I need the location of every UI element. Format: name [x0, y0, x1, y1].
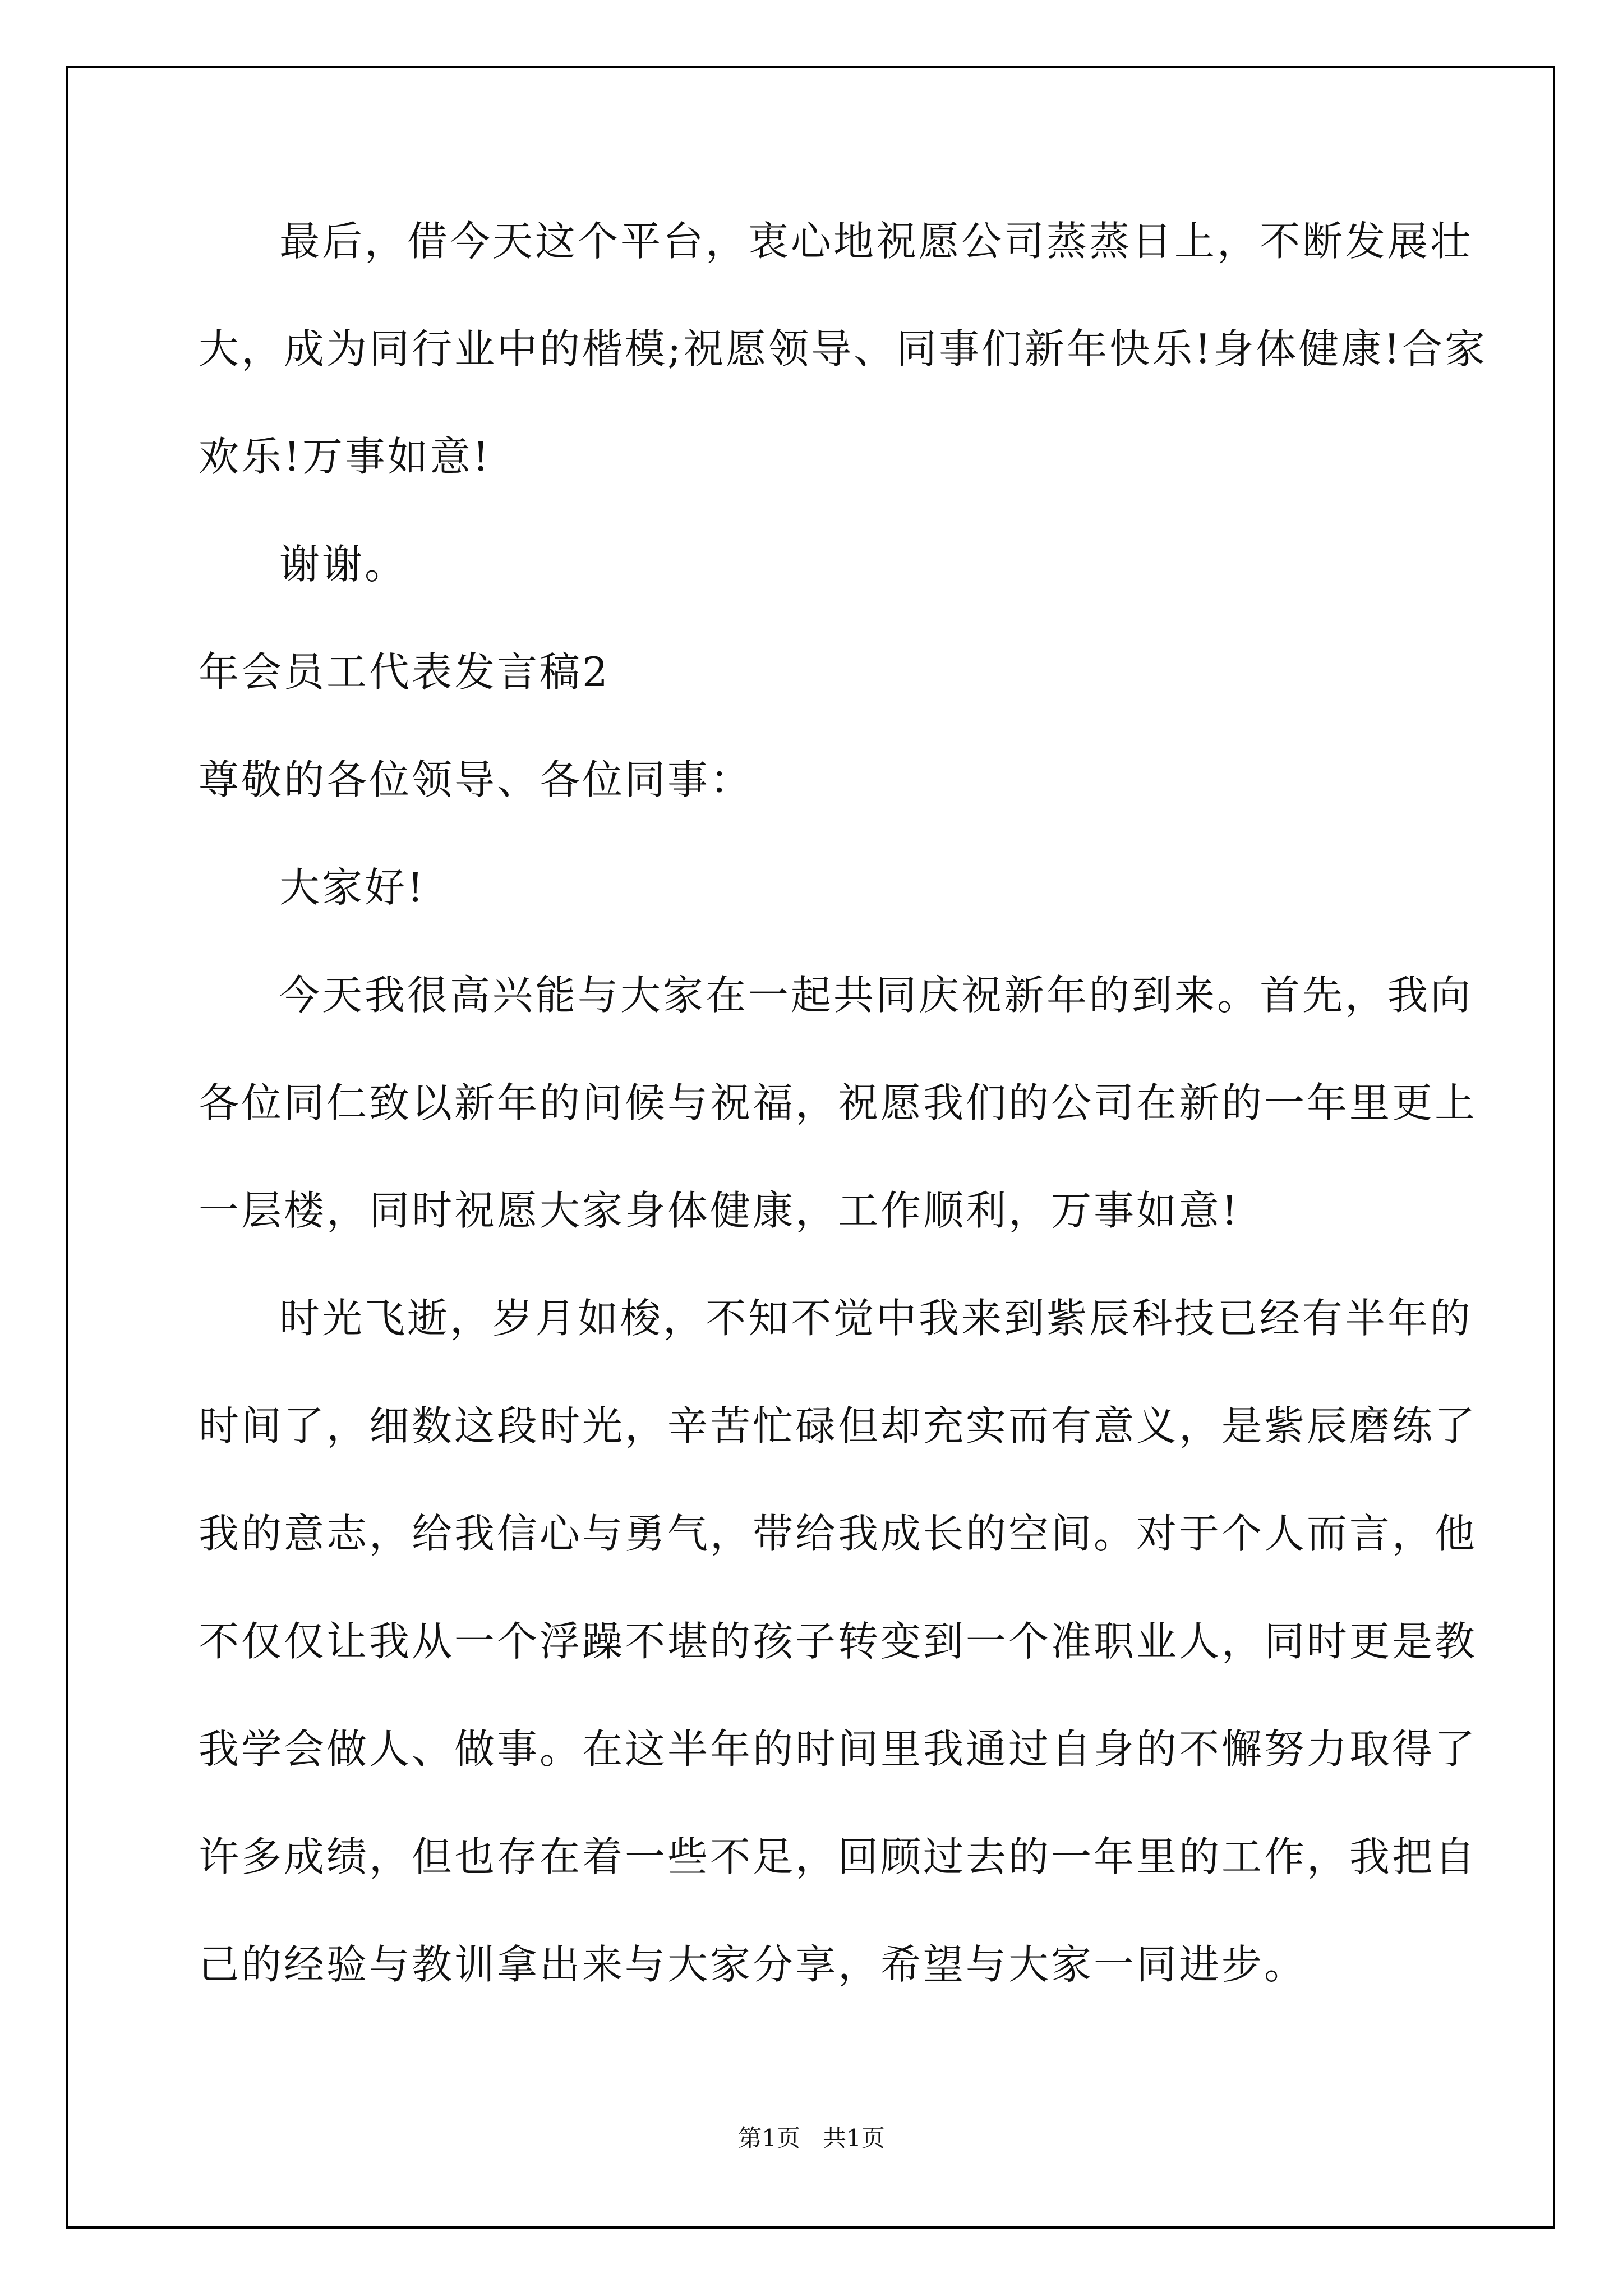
page-border	[66, 66, 1555, 2229]
paragraph-line: 最后，借今天这个平台，衷心地祝愿公司蒸蒸日上，不断发展壮	[279, 218, 1473, 265]
paragraph-line: 我学会做人、做事。在这半年的时间里我通过自身的不懈努力取得了	[199, 1726, 1478, 1773]
greeting: 大家好!	[279, 864, 426, 911]
closing-line: 谢谢。	[279, 541, 408, 588]
page-number-footer: 第1页 共1页	[738, 2124, 885, 2152]
paragraph-line: 一层楼，同时祝愿大家身体健康，工作顺利，万事如意!	[199, 1187, 1240, 1234]
paragraph-line: 不仅仅让我从一个浮躁不堪的孩子转变到一个准职业人，同时更是教	[199, 1618, 1478, 1665]
paragraph-line: 各位同仁致以新年的问候与祝福，祝愿我们的公司在新的一年里更上	[199, 1079, 1478, 1126]
paragraph-line: 时间了，细数这段时光，辛苦忙碌但却充实而有意义，是紫辰磨练了	[199, 1402, 1478, 1450]
paragraph-line: 今天我很高兴能与大家在一起共同庆祝新年的到来。首先，我向	[279, 972, 1473, 1019]
paragraph-line: 我的意志，给我信心与勇气，带给我成长的空间。对于个人而言，他	[199, 1510, 1478, 1557]
paragraph-line: 许多成绩，但也存在着一些不足，回顾过去的一年里的工作，我把自	[199, 1833, 1478, 1880]
paragraph-line: 欢乐!万事如意!	[199, 433, 491, 480]
paragraph-line: 己的经验与教训拿出来与大家分享，希望与大家一同进步。	[199, 1941, 1307, 1988]
paragraph-line: 大，成为同行业中的楷模;祝愿领导、同事们新年快乐!身体健康!合家	[199, 325, 1488, 372]
salutation: 尊敬的各位领导、各位同事：	[199, 756, 753, 803]
paragraph-line: 时光飞逝，岁月如梭，不知不觉中我来到紫辰科技已经有半年的	[279, 1295, 1473, 1342]
section-title: 年会员工代表发言稿2	[199, 648, 610, 696]
